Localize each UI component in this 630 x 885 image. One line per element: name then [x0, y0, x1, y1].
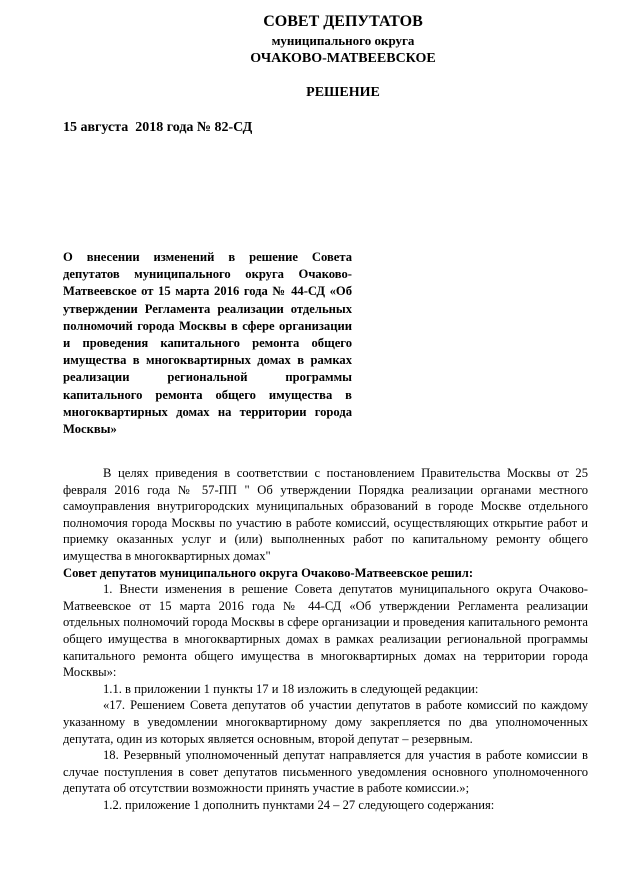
item-1-2-paragraph: 1.2. приложение 1 дополнить пунктами 24 – 27 следующего содержания: [103, 797, 495, 812]
document-subject: О внесении изменений в решение Совета депутатов муниципального округа Очаково-Матвеевское от 15 марта 2016 года № 44-СД «Об утверждении Регламента реализации отдельных полномочий города Москвы в сфере организации и проведения капитального ремонта общего имущества в многоквартирных домах в рамках реализации региональной программы капитального ремонта общего имущества в многоквартирных домах на территории города Москвы» [63, 250, 352, 437]
document-body [63, 465, 588, 813]
item-1-paragraph: 1. Внести изменения в решение Совета депутатов муниципального округа Очаково-Матвеевское от 15 марта 2016 года № 44-СД «Об утверждении Регламента реализации отдельных полномочий города Москвы в сфере организации и проведения капитального ремонта общего имущества в многоквартирных домах в рамках реализации региональной программы капитального ремонта общего имущества в многоквартирных домах на территории города Москвы»: [63, 582, 588, 680]
resolution-paragraph: Совет депутатов муниципального округа Очаково-Матвеевское решил: [63, 565, 474, 580]
item-1-1-paragraph: 1.1. в приложении 1 пункты 17 и 18 изложить в следующей редакции: [103, 681, 479, 696]
document-type-title: РЕШЕНИЕ [306, 85, 380, 100]
document-date-number: 15 августа 2018 года № 82-СД [63, 120, 253, 135]
item-18-paragraph: 18. Резервный уполномоченный депутат направляется для участия в работе комиссии в случае поступления в совет депутатов письменного уведомления основного уполномоченного депутата об отсутствии возможности принять участие в работе комиссии.»; [63, 748, 588, 796]
org-name-line-3: ОЧАКОВО-МАТВЕЕВСКОЕ [250, 51, 436, 66]
org-name-line-2: муниципального округа [271, 33, 415, 48]
preamble-paragraph: В целях приведения в соответствии с постановлением Правительства Москвы от 25 февраля 2016 года № 57-ПП " Об утверждении Порядка реализации органами местного самоуправления внутригородских муниципальных образований в городе Москве отдельного полномочия города Москвы по участию в работе комиссий, осуществляющих открытие работ и приемку оказанных услуг и (или) выполненных работ по капитальному ремонту общего имущества в многоквартирных домах" [63, 466, 588, 563]
org-name-line-1: СОВЕТ ДЕПУТАТОВ [263, 13, 423, 30]
item-17-paragraph: «17. Решением Совета депутатов об участии депутатов в работе комиссий по каждому указанному в уведомлении многоквартирному дому закрепляется по два уполномоченных депутата, один из которых является основным, второй депутат – резервным. [63, 698, 588, 746]
